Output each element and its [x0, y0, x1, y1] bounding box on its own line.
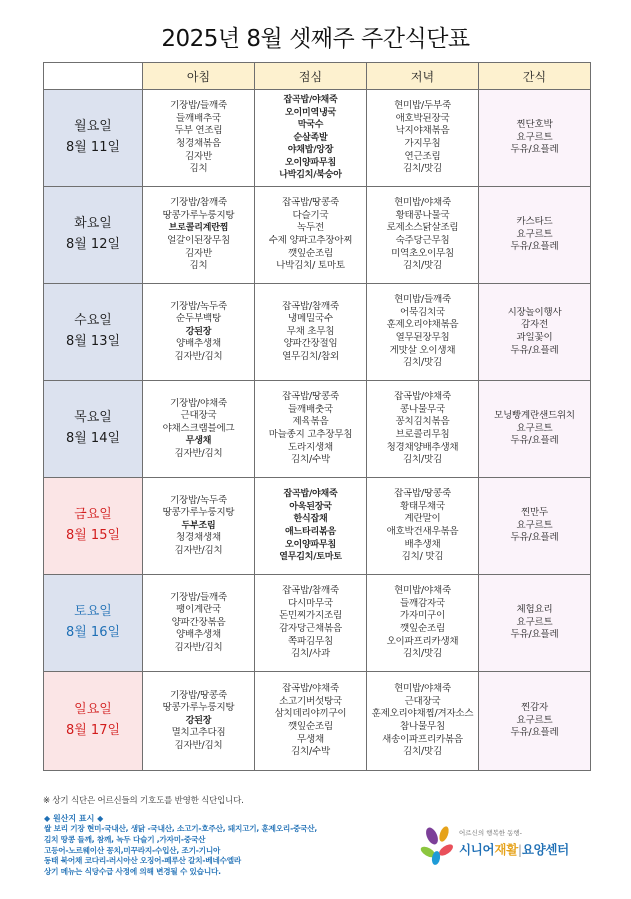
breakfast-item: 강된장	[185, 715, 212, 726]
dinner-cell	[367, 187, 479, 284]
snack-item: 요구르트	[516, 131, 553, 143]
day-date: 8월 17일	[65, 723, 121, 738]
breakfast-item: 김자반/김치	[174, 447, 223, 459]
dinner-item: 훈제오리야채찜/겨자소스	[371, 708, 474, 720]
day-date: 8월 13일	[65, 334, 121, 349]
lunch-item: 잡곡밥/야채죽	[283, 489, 338, 500]
lunch-item: 잡곡밥/땅콩죽	[282, 391, 339, 403]
snack-item: 요구르트	[516, 714, 553, 726]
dinner-item: 애호박된장국	[395, 112, 450, 124]
dinner-item: 꽁치김치볶음	[395, 416, 450, 428]
dinner-cell	[367, 575, 479, 672]
logo-name-part3: 요양센터	[521, 842, 569, 857]
breakfast-item: 김자반/김치	[174, 350, 223, 362]
breakfast-cell	[143, 381, 255, 478]
day-row	[44, 90, 591, 187]
day-cell	[44, 478, 143, 575]
lunch-item: 잡곡밥/야채죽	[283, 94, 338, 105]
origin-line: 고등어-노르웨이산 꽁치,미꾸라지-수입산, 조기-기니아	[44, 845, 221, 855]
lunch-cell	[255, 478, 367, 575]
breakfast-item: 기장밥/녹두죽	[170, 300, 227, 312]
breakfast-item: 강된장	[185, 326, 212, 337]
breakfast-item: 브로콜리계란찜	[168, 223, 229, 234]
snack-item: 두유/요플레	[510, 532, 559, 544]
lunch-item: 열무김치/참외	[282, 350, 339, 362]
logo-separator: |	[517, 842, 522, 857]
logo-tagline: 어르신의 행복한 동행-	[459, 829, 522, 837]
day-name: 금요일	[74, 507, 112, 522]
lunch-item: 오이미역냉국	[285, 107, 336, 118]
dinner-item: 계란말이	[404, 513, 441, 525]
lunch-item: 냉메밀국수	[288, 313, 333, 325]
lunch-item: 다슬기국	[292, 209, 329, 221]
lunch-item: 애느타리볶음	[285, 527, 336, 537]
lunch-item: 소고기버섯탕국	[279, 695, 342, 707]
dinner-item: 연근조림	[404, 150, 441, 162]
day-date: 8월 12일	[65, 237, 121, 252]
snack-cell	[479, 575, 591, 672]
lunch-item: 잡곡밥/참깨죽	[282, 300, 339, 312]
origin-heading: ◆ 원산지 표시 ◆	[44, 814, 104, 823]
breakfast-cell	[143, 672, 255, 771]
lunch-item: 양파간장절임	[283, 338, 338, 350]
header-row	[44, 63, 591, 90]
day-name: 목요일	[74, 410, 112, 425]
logo-name-part2: 재활	[494, 842, 518, 857]
dinner-item: 현미밥/야채죽	[394, 585, 451, 597]
lunch-item: 나박김치/북숭아	[279, 170, 342, 181]
breakfast-cell	[143, 575, 255, 672]
lunch-cell	[255, 284, 367, 381]
day-cell	[44, 672, 143, 771]
origin-line: 동태 북어채 코다리-러시아산 오징어-페루산 갈치-베네수엘라	[44, 856, 242, 866]
lunch-item: 오이양파무침	[285, 157, 336, 168]
dinner-cell	[367, 90, 479, 187]
day-date: 8월 16일	[65, 625, 121, 640]
lunch-cell	[255, 187, 367, 284]
logo-name-part1: 시니어	[459, 842, 495, 857]
breakfast-item: 김자반/김치	[174, 641, 223, 653]
breakfast-item: 기장밥/참깨죽	[170, 197, 227, 209]
breakfast-item: 기장밥/야채죽	[170, 397, 227, 409]
snack-item: 감자전	[521, 319, 548, 331]
dinner-item: 근대장국	[404, 695, 441, 707]
lunch-item: 돈민찌가지조림	[279, 610, 342, 622]
origin-line: 상기 메뉴는 식당수급 사정에 의해 변경될 수 있습니다.	[44, 867, 221, 877]
lunch-item: 아욱된장국	[289, 501, 332, 512]
snack-cell	[479, 284, 591, 381]
dinner-item: 미역초오이무침	[391, 247, 454, 259]
dinner-item: 김치/ 맛김	[401, 551, 444, 563]
page-title: 2025년 8월 셋째주 주간식단표	[161, 26, 470, 52]
snack-item: 과일꽃이	[516, 332, 553, 343]
center-logo	[420, 822, 590, 872]
dinner-item: 황태무채국	[400, 500, 445, 512]
dinner-item: 깻잎순조림	[400, 623, 445, 634]
lunch-cell	[255, 672, 367, 771]
snack-item: 두유/요플레	[510, 344, 559, 356]
breakfast-cell	[143, 187, 255, 284]
header-breakfast: 아침	[143, 63, 255, 90]
dinner-item: 김치/맛김	[403, 454, 442, 466]
breakfast-item: 김자반	[185, 247, 212, 259]
dinner-item: 김치/맛김	[403, 648, 442, 660]
dinner-item: 현미밥/두부죽	[394, 100, 451, 112]
day-name: 화요일	[74, 216, 112, 231]
lunch-item: 쪽파김무침	[288, 635, 333, 647]
breakfast-item: 근대장국	[180, 410, 217, 422]
breakfast-item: 김치	[189, 260, 208, 272]
lunch-item: 무생채	[297, 733, 324, 745]
snack-cell	[479, 187, 591, 284]
snack-item: 두유/요플레	[510, 629, 559, 641]
snack-item: 요구르트	[516, 519, 553, 531]
day-name: 일요일	[74, 702, 112, 717]
dinner-item: 참나물무침	[400, 721, 445, 732]
breakfast-cell	[143, 90, 255, 187]
breakfast-item: 야채스크램블에그	[162, 422, 235, 434]
snack-item: 요구르트	[516, 422, 553, 434]
snack-item: 요구르트	[516, 228, 553, 240]
menu-note: ※ 상기 식단은 어르신들의 기호도를 반영한 식단입니다.	[43, 796, 244, 806]
dinner-item: 콩나물무국	[400, 403, 445, 415]
dinner-item: 잡곡밥/야채죽	[394, 391, 451, 403]
snack-item: 카스타드	[516, 216, 553, 228]
dinner-item: 열무된장무침	[395, 332, 450, 343]
dinner-item: 훈제오리야채볶음	[386, 319, 459, 331]
lunch-item: 감자당근채볶음	[279, 623, 342, 634]
dinner-cell	[367, 478, 479, 575]
breakfast-item: 김자반/김치	[174, 544, 223, 556]
menu-table	[43, 62, 591, 771]
breakfast-item: 들깨배추국	[176, 112, 221, 124]
day-cell	[44, 381, 143, 478]
header-blank	[44, 63, 143, 90]
dinner-item: 현미밥/들깨죽	[394, 294, 451, 306]
day-row	[44, 575, 591, 672]
day-date: 8월 15일	[65, 528, 121, 543]
breakfast-cell	[143, 478, 255, 575]
dinner-cell	[367, 672, 479, 771]
breakfast-item: 멸치고추다짐	[171, 727, 226, 739]
lunch-item: 제육볶음	[292, 416, 329, 428]
lunch-item: 깻잎순조림	[288, 247, 333, 259]
dinner-item: 로제소스닭살조림	[386, 222, 459, 234]
breakfast-item: 기장밥/들깨죽	[170, 100, 227, 112]
dinner-cell	[367, 284, 479, 381]
dinner-item: 가지무침	[404, 138, 441, 149]
lunch-item: 다시마무국	[288, 597, 333, 609]
day-name: 월요일	[74, 119, 112, 134]
dinner-item: 김치/맛김	[403, 163, 442, 175]
day-name: 토요일	[74, 604, 112, 619]
dinner-item: 가자미구이	[400, 610, 445, 622]
day-date: 8월 14일	[65, 431, 121, 446]
snack-item: 모닝빵계란샌드위치	[494, 410, 575, 422]
breakfast-item: 팽이계란국	[176, 604, 221, 616]
breakfast-item: 얼갈이된장무침	[167, 235, 230, 246]
snack-cell	[479, 381, 591, 478]
lunch-item: 김치/수박	[291, 746, 330, 758]
breakfast-item: 양파간장볶음	[171, 616, 226, 628]
origin-line: 김치 땅콩 들깨, 참깨, 녹두 다슬기 ,가자미-중국산	[44, 834, 206, 844]
dinner-item: 브로콜리무침	[395, 429, 450, 440]
breakfast-item: 두부조림	[181, 520, 216, 531]
breakfast-item: 김자반	[185, 150, 212, 162]
day-row	[44, 284, 591, 381]
day-cell	[44, 575, 143, 672]
dinner-item: 새송이파프리카볶음	[382, 733, 463, 745]
breakfast-item: 기장밥/녹두죽	[170, 494, 227, 506]
snack-item: 찐만두	[521, 507, 548, 519]
origin-info	[44, 813, 424, 878]
breakfast-item: 청경채생채	[176, 532, 221, 544]
lunch-item: 열무김치/토마토	[279, 552, 342, 563]
day-cell	[44, 90, 143, 187]
breakfast-item: 무생채	[185, 436, 212, 447]
snack-cell	[479, 90, 591, 187]
dinner-item: 오이파프리카생채	[386, 635, 459, 647]
snack-item: 두유/요플레	[510, 241, 559, 253]
breakfast-item: 양배추생채	[176, 629, 221, 641]
snack-item: 두유/요플레	[510, 435, 559, 447]
dinner-item: 김치/맛김	[403, 357, 442, 369]
dinner-item: 잡곡밥/땅콩죽	[394, 488, 451, 500]
lunch-item: 김치/사과	[291, 648, 330, 660]
snack-item: 두유/요플레	[510, 727, 559, 739]
day-row	[44, 187, 591, 284]
breakfast-cell	[143, 284, 255, 381]
snack-item: 찐단호박	[516, 119, 553, 131]
dinner-item: 어묵김치국	[400, 306, 445, 318]
day-name: 수요일	[74, 313, 112, 328]
header-snack: 간식	[479, 63, 591, 90]
day-row	[44, 381, 591, 478]
breakfast-item: 순두부백탕	[176, 313, 221, 325]
lunch-item: 나박김치/ 토마토	[276, 260, 345, 272]
dinner-item: 김치/맛김	[403, 746, 442, 758]
dinner-item: 청경채양배추생채	[386, 441, 459, 453]
day-row	[44, 672, 591, 771]
dinner-item: 배추생채	[404, 538, 441, 550]
lunch-cell	[255, 90, 367, 187]
lunch-item: 한식잡채	[293, 514, 328, 525]
lunch-item: 녹두전	[297, 222, 324, 234]
header-lunch: 점심	[255, 63, 367, 90]
lunch-item: 순살족발	[293, 132, 328, 143]
dinner-item: 현미밥/야채죽	[394, 683, 451, 695]
day-cell	[44, 187, 143, 284]
lunch-item: 오이양파무침	[285, 539, 336, 550]
lunch-item: 도라지생채	[288, 441, 333, 453]
breakfast-item: 양배추생채	[176, 338, 221, 350]
dinner-item: 들깨감자국	[400, 597, 445, 609]
lunch-item: 잡곡밥/땅콩죽	[282, 197, 339, 209]
lunch-item: 김치/수박	[291, 454, 330, 466]
breakfast-item: 청경채볶음	[176, 138, 221, 149]
header-dinner: 저녁	[367, 63, 479, 90]
lunch-item: 야채밥/앙장	[287, 145, 334, 156]
dinner-item: 황태콩나물국	[395, 209, 450, 221]
breakfast-item: 두부 연조림	[174, 125, 223, 137]
day-date: 8월 11일	[65, 140, 121, 155]
breakfast-item: 땅콩가루누룽지탕	[162, 209, 235, 221]
day-row	[44, 478, 591, 575]
logo-name	[459, 840, 569, 858]
snack-item: 두유/요플레	[510, 144, 559, 156]
dinner-item: 김치/맛김	[403, 260, 442, 272]
snack-item: 체험요리	[516, 604, 553, 616]
dinner-item: 숙주당근무침	[395, 235, 450, 246]
day-cell	[44, 284, 143, 381]
snack-item: 요구르트	[516, 616, 553, 628]
breakfast-item: 땅콩가루누룽지탕	[162, 507, 235, 519]
leaf-logo-icon	[420, 824, 456, 870]
dinner-item: 현미밥/야채죽	[394, 197, 451, 209]
snack-cell	[479, 478, 591, 575]
breakfast-item: 땅콩가루누룽지탕	[162, 702, 235, 714]
lunch-item: 막국수	[297, 120, 324, 131]
breakfast-item: 김치	[189, 163, 208, 175]
lunch-item: 삼치데리야끼구이	[274, 708, 347, 720]
lunch-cell	[255, 575, 367, 672]
lunch-item: 마늘종지 고추장무침	[268, 429, 353, 440]
lunch-item: 들깨배춧국	[288, 403, 333, 415]
breakfast-item: 김자반/김치	[174, 739, 223, 751]
dinner-item: 낙지야채볶음	[395, 125, 450, 137]
lunch-item: 잡곡밥/야채죽	[282, 683, 339, 695]
lunch-item: 깻잎순조림	[288, 721, 333, 732]
dinner-item: 애호박건새우볶음	[386, 526, 459, 537]
lunch-cell	[255, 381, 367, 478]
origin-line: 쌀 보리 기장 현미-국내산, 생닭 -국내산, 소고기-호주산, 돼지고기, 훈제오리-중국산,	[44, 824, 318, 833]
lunch-item: 무채 초무침	[286, 325, 335, 337]
snack-cell	[479, 672, 591, 771]
breakfast-item: 기장밥/들깨죽	[170, 591, 227, 603]
breakfast-item: 기장밥/땅콩죽	[170, 689, 227, 701]
lunch-item: 수제 양파고추장아찌	[268, 235, 353, 246]
snack-item: 시장놀이행사	[507, 306, 562, 318]
snack-item: 찐감자	[521, 702, 548, 714]
lunch-item: 잡곡밥/참깨죽	[282, 585, 339, 597]
dinner-cell	[367, 381, 479, 478]
dinner-item: 게맛살 오이생채	[389, 344, 456, 356]
